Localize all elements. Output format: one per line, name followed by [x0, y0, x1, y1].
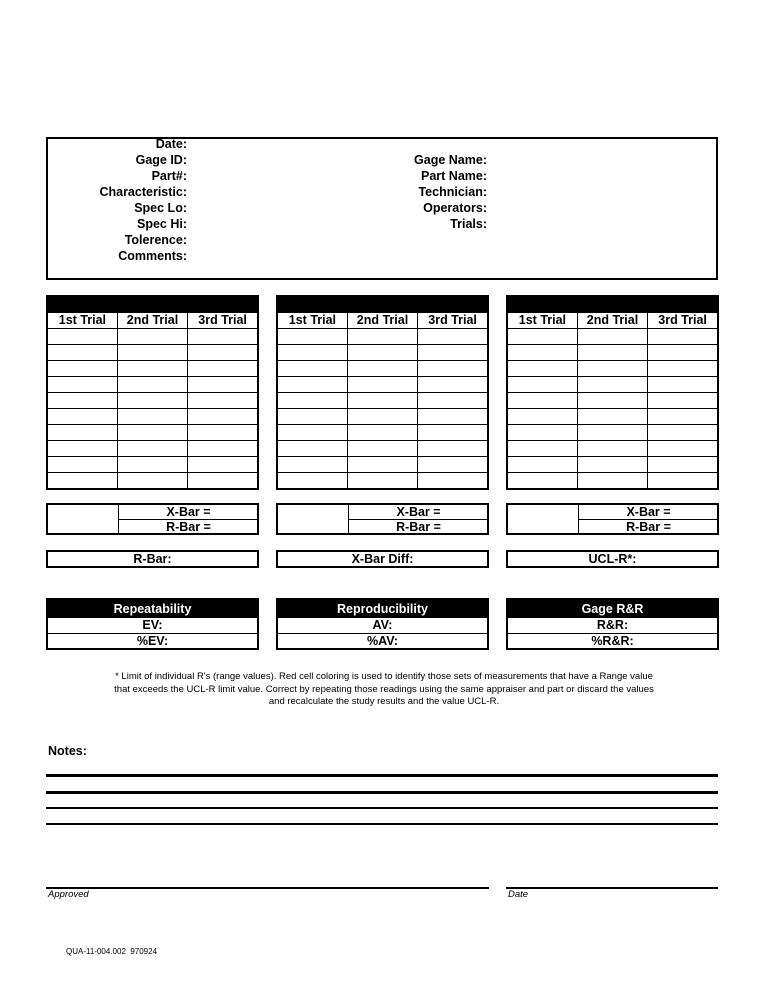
date-label: Date: — [155, 137, 187, 151]
characteristic-label: Characteristic: — [99, 185, 187, 199]
trials-label: Trials: — [450, 217, 487, 231]
cell[interactable] — [507, 441, 577, 457]
cell[interactable] — [507, 393, 577, 409]
result-title: Gage R&R — [508, 600, 717, 618]
tolerence-label: Tolerence: — [124, 233, 187, 247]
cell[interactable] — [347, 361, 417, 377]
cell[interactable] — [347, 473, 417, 490]
cell[interactable] — [277, 441, 347, 457]
column-header: 1st Trial — [47, 312, 117, 329]
percent-ev-label: %EV: — [136, 634, 169, 648]
cell[interactable] — [47, 329, 117, 345]
cell[interactable] — [188, 329, 258, 345]
rbar-label: R-Bar = — [166, 520, 211, 534]
cell[interactable] — [648, 345, 718, 361]
cell[interactable] — [418, 345, 488, 361]
cell[interactable] — [648, 409, 718, 425]
cell[interactable] — [577, 409, 647, 425]
cell[interactable] — [648, 473, 718, 490]
averages-box-1 — [46, 503, 259, 535]
trial-grid — [506, 311, 719, 490]
cell[interactable] — [577, 473, 647, 490]
cell[interactable] — [577, 345, 647, 361]
reproducibility-box — [276, 598, 489, 650]
cell[interactable] — [277, 473, 347, 490]
spec-lo-label: Spec Lo: — [134, 201, 187, 215]
notes-line — [46, 807, 718, 809]
cell[interactable] — [648, 377, 718, 393]
cell[interactable] — [347, 377, 417, 393]
cell[interactable] — [277, 329, 347, 345]
cell[interactable] — [577, 329, 647, 345]
cell[interactable] — [188, 425, 258, 441]
cell[interactable] — [188, 409, 258, 425]
cell[interactable] — [418, 361, 488, 377]
cell[interactable] — [117, 457, 187, 473]
column-header: 2nd Trial — [577, 312, 647, 329]
cell[interactable] — [188, 441, 258, 457]
cell[interactable] — [277, 425, 347, 441]
av-label: AV: — [278, 618, 487, 634]
cell[interactable] — [577, 457, 647, 473]
cell[interactable] — [418, 441, 488, 457]
cell[interactable] — [117, 409, 187, 425]
footnote: * Limit of individual R's (range values). Red cell coloring is used to identify those sets of measurements that have a Range value that exceeds the UCL-R limit value. Correct by repeating those readings using the same appraiser and part or discard the values and recalculate the study results and the value UCL-R. — [114, 671, 654, 707]
cell[interactable] — [277, 393, 347, 409]
cell[interactable] — [47, 425, 117, 441]
cell[interactable] — [418, 377, 488, 393]
cell[interactable] — [117, 393, 187, 409]
part-number-label: Part#: — [151, 169, 187, 183]
column-header: 3rd Trial — [648, 312, 718, 329]
date-signature-label: Date — [508, 889, 529, 900]
cell[interactable] — [347, 425, 417, 441]
cell[interactable] — [117, 425, 187, 441]
rr-label: R&R: — [508, 618, 717, 634]
cell[interactable] — [347, 393, 417, 409]
trial-table-1 — [46, 295, 259, 490]
cell[interactable] — [418, 393, 488, 409]
cell[interactable] — [648, 329, 718, 345]
notes-label: Notes: — [48, 744, 87, 758]
result-title: Repeatability — [48, 600, 257, 618]
trial-table-2 — [276, 295, 489, 490]
repeatability-box — [46, 598, 259, 650]
cell[interactable] — [277, 361, 347, 377]
rbar-label: R-Bar = — [396, 520, 441, 534]
cell[interactable] — [188, 345, 258, 361]
cell[interactable] — [577, 425, 647, 441]
rbar-label: R-Bar = — [626, 520, 671, 534]
cell[interactable] — [47, 377, 117, 393]
xbar-diff-box: X-Bar Diff: — [276, 550, 489, 568]
trial-table-3 — [506, 295, 719, 490]
cell[interactable] — [577, 377, 647, 393]
cell[interactable] — [47, 409, 117, 425]
spec-hi-label: Spec Hi: — [136, 217, 187, 231]
ucl-r-box: UCL-R*: — [506, 550, 719, 568]
cell[interactable] — [418, 457, 488, 473]
cell[interactable] — [648, 457, 718, 473]
cell[interactable] — [418, 329, 488, 345]
notes-line — [46, 791, 718, 794]
cell[interactable] — [117, 473, 187, 490]
gage-rr-box — [506, 598, 719, 650]
cell[interactable] — [117, 441, 187, 457]
cell[interactable] — [277, 377, 347, 393]
operators-label: Operators: — [423, 201, 487, 215]
cell[interactable] — [47, 361, 117, 377]
cell[interactable] — [577, 393, 647, 409]
cell[interactable] — [347, 345, 417, 361]
averages-box-3 — [506, 503, 719, 535]
cell[interactable] — [648, 393, 718, 409]
cell[interactable] — [47, 345, 117, 361]
cell[interactable] — [117, 329, 187, 345]
trial-table-header-bar — [46, 295, 259, 311]
cell[interactable] — [117, 345, 187, 361]
column-header: 3rd Trial — [188, 312, 258, 329]
cell[interactable] — [277, 345, 347, 361]
column-header: 1st Trial — [277, 312, 347, 329]
cell[interactable] — [188, 473, 258, 490]
column-header: 2nd Trial — [347, 312, 417, 329]
cell[interactable] — [507, 329, 577, 345]
cell[interactable] — [418, 425, 488, 441]
cell[interactable] — [47, 441, 117, 457]
cell[interactable] — [507, 457, 577, 473]
approved-line — [46, 887, 489, 889]
cell[interactable] — [117, 361, 187, 377]
cell[interactable] — [188, 457, 258, 473]
notes-line — [46, 774, 718, 777]
cell[interactable] — [648, 361, 718, 377]
notes-line — [46, 823, 718, 825]
cell[interactable] — [648, 425, 718, 441]
comments-label: Comments: — [118, 249, 187, 263]
cell[interactable] — [418, 473, 488, 490]
cell[interactable] — [188, 377, 258, 393]
column-header: 1st Trial — [507, 312, 577, 329]
cell[interactable] — [418, 409, 488, 425]
cell[interactable] — [347, 409, 417, 425]
cell[interactable] — [507, 345, 577, 361]
rbar-summary-box: R-Bar: — [46, 550, 259, 568]
cell[interactable] — [507, 361, 577, 377]
date-line — [506, 887, 718, 889]
percent-rr-label: %R&R: — [591, 634, 634, 648]
cell[interactable] — [188, 361, 258, 377]
column-header: 2nd Trial — [117, 312, 187, 329]
cell[interactable] — [507, 473, 577, 490]
cell[interactable] — [47, 457, 117, 473]
part-name-label: Part Name: — [421, 169, 487, 183]
xbar-label: X-Bar = — [166, 505, 211, 519]
ev-label: EV: — [48, 618, 257, 634]
cell[interactable] — [577, 441, 647, 457]
cell[interactable] — [188, 393, 258, 409]
percent-av-label: %AV: — [366, 634, 399, 648]
cell[interactable] — [117, 377, 187, 393]
form-code: QUA-11-004.002 970924 — [66, 947, 158, 956]
averages-box-2 — [276, 503, 489, 535]
cell[interactable] — [577, 361, 647, 377]
cell[interactable] — [277, 409, 347, 425]
cell[interactable] — [347, 441, 417, 457]
gage-id-label: Gage ID: — [135, 153, 187, 167]
trial-grid — [46, 311, 259, 490]
trial-table-header-bar — [506, 295, 719, 311]
cell[interactable] — [47, 473, 117, 490]
approved-label: Approved — [48, 889, 89, 900]
cell[interactable] — [507, 425, 577, 441]
gage-name-label: Gage Name: — [414, 153, 487, 167]
trial-table-header-bar — [276, 295, 489, 311]
xbar-label: X-Bar = — [626, 505, 671, 519]
trial-grid — [276, 311, 489, 490]
xbar-label: X-Bar = — [396, 505, 441, 519]
cell[interactable] — [47, 393, 117, 409]
column-header: 3rd Trial — [418, 312, 488, 329]
cell[interactable] — [648, 441, 718, 457]
cell[interactable] — [507, 409, 577, 425]
technician-label: Technician: — [418, 185, 487, 199]
cell[interactable] — [347, 329, 417, 345]
cell[interactable] — [507, 377, 577, 393]
cell[interactable] — [277, 457, 347, 473]
cell[interactable] — [347, 457, 417, 473]
result-title: Reproducibility — [278, 600, 487, 618]
